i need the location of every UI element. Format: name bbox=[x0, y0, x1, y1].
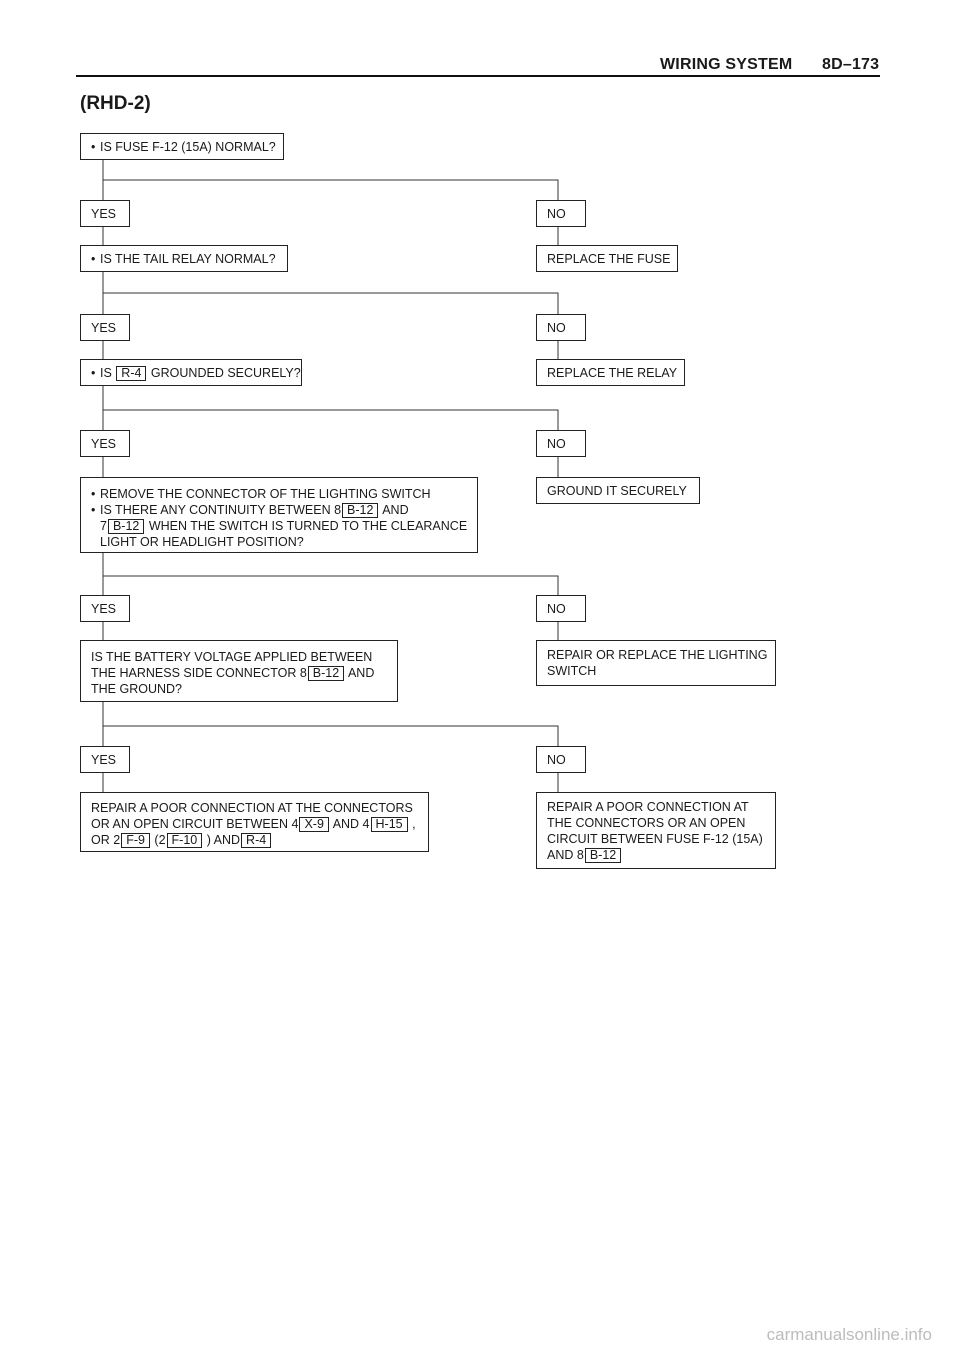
action-repair-open-circuit bbox=[536, 792, 776, 869]
open-circuit-line1: REPAIR A POOR CONNECTION AT bbox=[547, 800, 749, 814]
connector-tag: R-4 bbox=[241, 833, 271, 848]
action-repair-lighting-switch bbox=[536, 640, 776, 686]
action-replace-relay-text: REPLACE THE RELAY bbox=[547, 365, 678, 380]
action-ground-securely-text: GROUND IT SECURELY bbox=[547, 483, 687, 498]
repair-connectors-line1: REPAIR A POOR CONNECTION AT THE CONNECTORS bbox=[91, 801, 413, 815]
repair-text-b: AND 4 bbox=[329, 817, 370, 831]
action-ground-securely bbox=[536, 477, 700, 504]
connector-tag: X-9 bbox=[299, 817, 328, 832]
repair-connectors-line3 bbox=[91, 832, 418, 848]
continuity-text-b: AND bbox=[379, 503, 409, 517]
yes-label-3: YES bbox=[80, 430, 130, 457]
action-replace-relay bbox=[536, 359, 685, 386]
step-continuity-line1 bbox=[91, 502, 467, 518]
no-label-4: NO bbox=[536, 595, 586, 622]
question-ground-line bbox=[91, 365, 301, 381]
connector-tag: R-4 bbox=[116, 366, 146, 381]
connector-tag: B-12 bbox=[308, 666, 344, 681]
yes-label-2: YES bbox=[80, 314, 130, 341]
repair-text-d: OR 2 bbox=[91, 833, 121, 847]
repair-text-a: OR AN OPEN CIRCUIT BETWEEN 4 bbox=[91, 817, 299, 831]
repair-text-c: , bbox=[408, 817, 416, 831]
no-label-5: NO bbox=[536, 746, 586, 773]
page-title: (RHD-2) bbox=[80, 93, 151, 114]
yes-label-1: YES bbox=[80, 200, 130, 227]
no-label-2: NO bbox=[536, 314, 586, 341]
connector-tag: B-12 bbox=[108, 519, 144, 534]
no-label-3: NO bbox=[536, 430, 586, 457]
connector-tag: F-9 bbox=[121, 833, 150, 848]
step-continuity-line2 bbox=[91, 518, 467, 534]
watermark: carmanualsonline.info bbox=[766, 1325, 932, 1344]
no-label-1: NO bbox=[536, 200, 586, 227]
connector-tag: H-15 bbox=[371, 817, 408, 832]
open-circuit-text-a: AND 8 bbox=[547, 848, 584, 862]
battery-line3: THE GROUND? bbox=[91, 682, 182, 696]
question-tail-relay-text: • IS THE TAIL RELAY NORMAL? bbox=[91, 251, 276, 267]
question-tail-relay bbox=[80, 245, 288, 272]
action-replace-fuse-text: REPLACE THE FUSE bbox=[547, 251, 671, 266]
connector-tag: B-12 bbox=[342, 503, 378, 518]
question-ground-post: GROUNDED SECURELY? bbox=[147, 365, 301, 380]
action-repair-connectors bbox=[80, 792, 429, 852]
connector-tag: B-12 bbox=[585, 848, 621, 863]
question-lighting-switch bbox=[80, 477, 478, 553]
step-remove-connector: • REMOVE THE CONNECTOR OF THE LIGHTING SWITCH bbox=[91, 486, 467, 502]
question-ground-pre: IS bbox=[100, 365, 116, 380]
connector-tag: F-10 bbox=[167, 833, 203, 848]
action-replace-fuse bbox=[536, 245, 678, 272]
step-continuity-line3: LIGHT OR HEADLIGHT POSITION? bbox=[100, 535, 304, 549]
battery-text-b: AND bbox=[345, 666, 375, 680]
yes-label-5: YES bbox=[80, 746, 130, 773]
continuity-text-a: IS THERE ANY CONTINUITY BETWEEN 8 bbox=[100, 503, 342, 517]
battery-text-a: THE HARNESS SIDE CONNECTOR 8 bbox=[91, 666, 307, 680]
repair-connectors-line2 bbox=[91, 816, 418, 832]
open-circuit-line4 bbox=[547, 847, 765, 863]
battery-line1: IS THE BATTERY VOLTAGE APPLIED BETWEEN bbox=[91, 650, 373, 664]
header-rule bbox=[76, 75, 880, 77]
question-fuse-normal bbox=[80, 133, 284, 160]
open-circuit-line3: CIRCUIT BETWEEN FUSE F-12 (15A) bbox=[547, 832, 763, 846]
question-fuse-text: • IS FUSE F-12 (15A) NORMAL? bbox=[91, 139, 276, 155]
battery-line2 bbox=[91, 665, 387, 681]
open-circuit-line2: THE CONNECTORS OR AN OPEN bbox=[547, 816, 746, 830]
action-repair-switch-line2: SWITCH bbox=[547, 664, 597, 678]
repair-text-f: ) AND bbox=[203, 833, 241, 847]
repair-text-e: (2 bbox=[150, 833, 166, 847]
continuity-text-c: 7 bbox=[100, 519, 107, 533]
section-title: WIRING SYSTEM bbox=[660, 56, 793, 73]
page-number: 8D–173 bbox=[822, 56, 880, 73]
question-ground bbox=[80, 359, 302, 386]
action-repair-switch-line1: REPAIR OR REPLACE THE LIGHTING bbox=[547, 648, 768, 662]
continuity-text-d: WHEN THE SWITCH IS TURNED TO THE CLEARANCE bbox=[145, 519, 468, 533]
question-battery-voltage bbox=[80, 640, 398, 702]
yes-label-4: YES bbox=[80, 595, 130, 622]
